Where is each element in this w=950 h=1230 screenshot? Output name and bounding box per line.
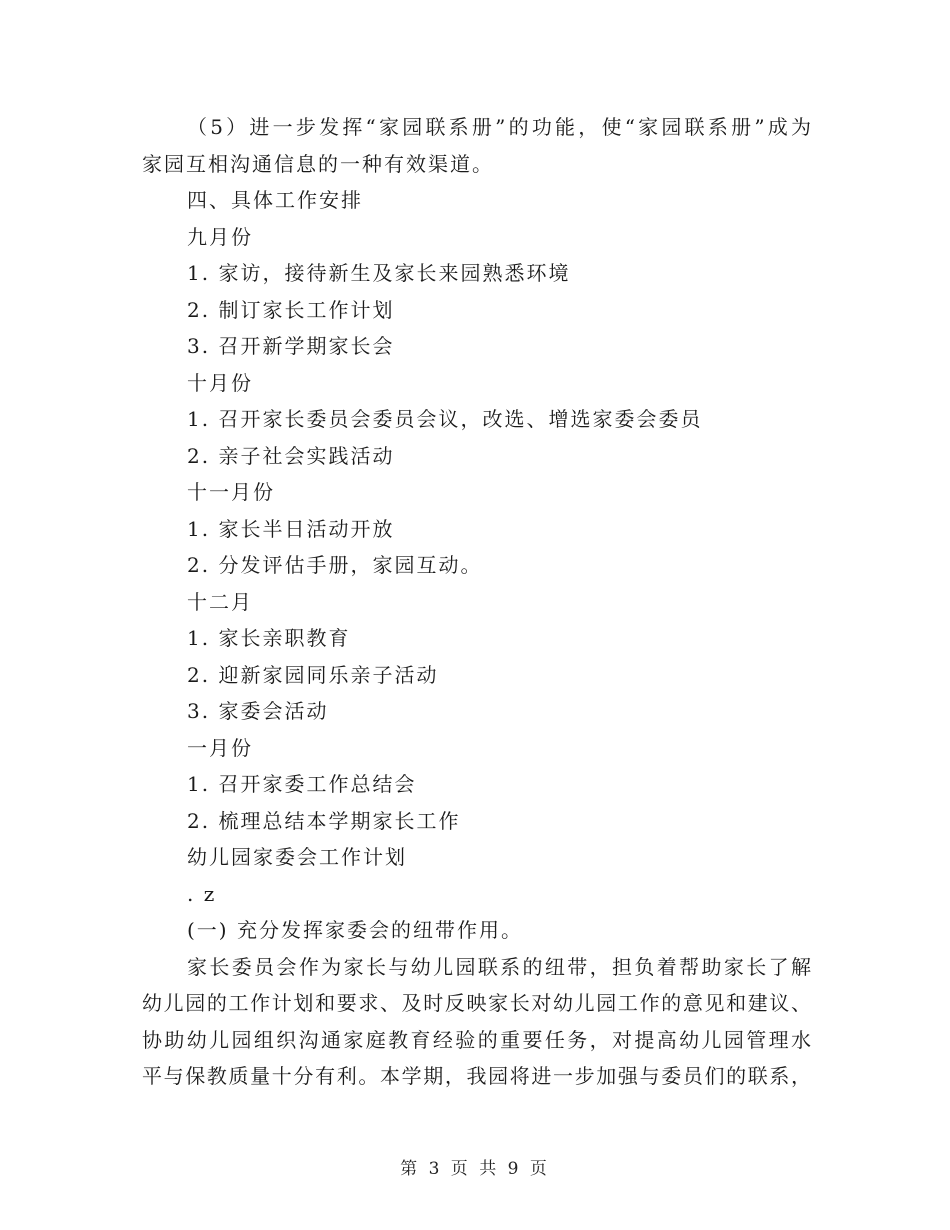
marker-text: . z: [187, 881, 217, 906]
list-item: 1. 家长亲职教育: [187, 626, 351, 650]
paragraph-line: 平与保教质量十分有利。本学期，我园将进一步加强与委员们的联系，: [142, 1064, 812, 1088]
list-item: 3. 召开新学期家长会: [187, 334, 395, 358]
paragraph-line: 家园互相沟通信息的一种有效渠道。: [142, 151, 494, 176]
month-heading: 一月份: [187, 735, 253, 760]
section-heading: 四、具体工作安排: [187, 188, 363, 212]
list-item: 1. 召开家委工作总结会: [187, 772, 417, 796]
list-item: 1. 召开家长委员会委员会议，改选、增选家委会委员: [187, 407, 703, 431]
month-heading: 十一月份: [187, 480, 275, 504]
list-item: 3. 家委会活动: [187, 699, 329, 723]
list-item: 2. 制订家长工作计划: [187, 297, 395, 322]
list-item: 2. 梳理总结本学期家长工作: [187, 808, 461, 833]
list-item: 2. 迎新家园同乐亲子活动: [187, 662, 439, 687]
subsection-heading: (一) 充分发挥家委会的纽带作用。: [187, 918, 523, 942]
document-body: [142, 109, 812, 1095]
month-heading: 十二月: [187, 589, 253, 614]
month-heading: 九月份: [187, 224, 253, 249]
page-number-footer: 第 3 页 共 9 页: [400, 1159, 550, 1179]
list-item: 1. 家长半日活动开放: [187, 516, 395, 541]
paragraph-line: 幼儿园的工作计划和要求、及时反映家长对幼儿园工作的意见和建议、: [142, 991, 812, 1015]
month-heading: 十月份: [187, 370, 253, 395]
document-title: 幼儿园家委会工作计划: [187, 845, 407, 869]
list-item: 2. 亲子社会实践活动: [187, 443, 395, 468]
list-item: 2. 分发评估手册，家园互动。: [187, 553, 483, 577]
list-item: 1. 家访，接待新生及家长来园熟悉环境: [187, 261, 571, 285]
paragraph-line: 家长委员会作为家长与幼儿园联系的纽带，担负着帮助家长了解: [187, 954, 812, 979]
paragraph-line: （5）进一步发挥“家园联系册”的功能，使“家园联系册”成为: [187, 115, 812, 139]
paragraph-line: 协助幼儿园组织沟通家庭教育经验的重要任务，对提高幼儿园管理水: [142, 1027, 812, 1052]
